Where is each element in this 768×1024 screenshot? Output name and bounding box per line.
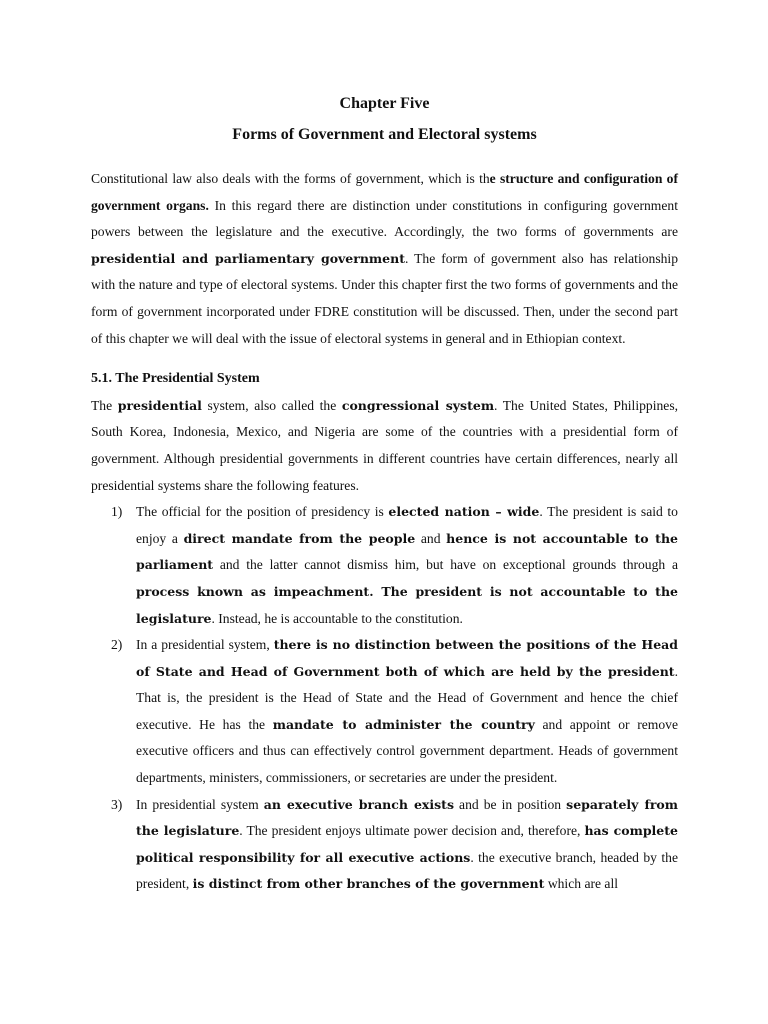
list-item: [91, 792, 678, 898]
section-paragraph: [91, 393, 678, 499]
section-text: . The United States, Philippines, South Korea, Indonesia, Mexico, and Nigeria are some of the countries with a presidential form of government. Although presidential governments in different countries have certain differences, nearly all presidential systems share the following features.: [91, 397, 679, 493]
item-text: . The president is said to enjoy a: [136, 504, 678, 546]
item-text: and the latter cannot dismiss him, but have on exceptional grounds through a: [213, 557, 678, 573]
list-number: 1): [111, 504, 123, 520]
list-item: [91, 499, 678, 632]
item-emphasis: process known as impeachment. The president is not accountable to the legislature: [136, 583, 678, 626]
item-emphasis: an executive branch exists: [263, 796, 454, 812]
item-emphasis: is distinct from other branches of the government: [192, 876, 545, 892]
section-text: The: [91, 397, 118, 413]
list-number: 3): [111, 796, 123, 812]
item-text: . the executive branch, headed by the president,: [136, 849, 678, 892]
item-text: and appoint or remove executive officers and thus can effectively control government department. Heads of government departments, ministers, commissioners, or secretaries are under the president.: [136, 716, 678, 786]
list-item-text: [136, 792, 678, 898]
list-item: [91, 632, 678, 792]
item-text: . Instead, he is accountable to the constitution.: [211, 610, 463, 626]
intro-text: In this regard there are distinction under constitutions in configuring government powers between the legislature and the executive. Accordingly, the two forms of governments are: [91, 197, 678, 240]
item-emphasis: hence is not accountable to the parliament: [136, 530, 678, 573]
intro-emphasis: presidential and parliamentary government: [91, 250, 405, 266]
section-heading: 5.1. The Presidential System: [91, 371, 260, 387]
item-emphasis: elected nation – wide: [388, 504, 540, 520]
item-text: The official for the position of presidency is: [136, 504, 389, 520]
item-emphasis: direct mandate from the people: [183, 530, 416, 546]
chapter-title: Chapter Five: [339, 95, 430, 112]
item-text: and: [415, 530, 447, 546]
intro-text: Constitutional law also deals with the forms of government, which is th: [91, 171, 490, 186]
item-text: . That is, the president is the Head of State and the Head of Government and hence the chief executive. He has the: [136, 663, 678, 732]
item-text: and be in position: [453, 796, 567, 812]
intro-emphasis: e structure and configuration of government organs.: [91, 171, 678, 213]
section-text: system, also called the: [201, 397, 342, 413]
item-text: In a presidential system,: [136, 637, 274, 653]
item-text: . The president enjoys ultimate power decision and, therefore,: [239, 823, 585, 839]
section-emphasis: presidential: [117, 397, 202, 413]
item-text: In presidential system: [136, 796, 264, 812]
feature-list: [91, 499, 678, 898]
chapter-subtitle: Forms of Government and Electoral systems: [232, 126, 537, 143]
intro-paragraph: [91, 166, 678, 352]
list-item-text: [136, 499, 678, 632]
item-emphasis: mandate to administer the country: [272, 716, 535, 732]
document-page: [91, 84, 678, 898]
intro-text: . The form of government also has relationship with the nature and type of electoral systems. Under this chapter first the two forms of governments and the form of government incorporated under FDRE constitution will be discussed. Then, under the second part of this chapter we will deal with the issue of electoral systems in general and in Ethiopian context.: [91, 250, 678, 346]
list-item-text: [136, 632, 678, 792]
item-emphasis: there is no distinction between the positions of the Head of State and Head of Government both of which are held by the president: [136, 637, 678, 679]
item-text: which are all: [544, 876, 619, 892]
item-emphasis: has complete political responsibility for all executive actions: [136, 823, 678, 865]
item-emphasis: separately from the legislature: [136, 796, 678, 839]
list-number: 2): [111, 637, 123, 653]
section-emphasis: congressional system: [341, 397, 495, 413]
